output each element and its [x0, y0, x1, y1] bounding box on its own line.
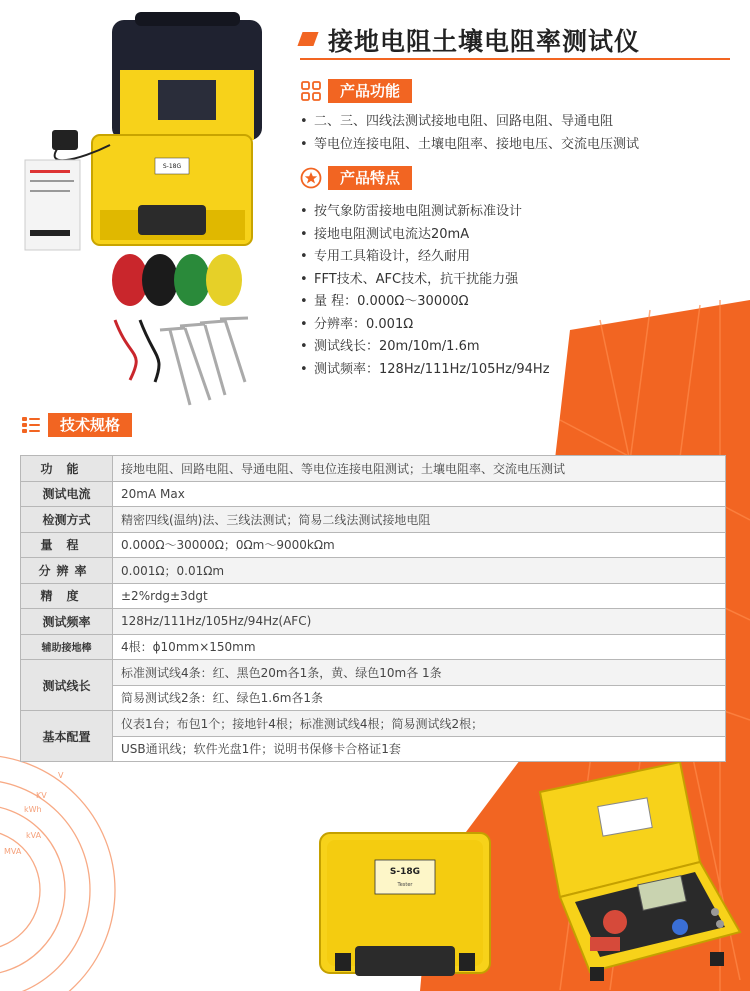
list-icon [20, 414, 42, 436]
specs-heading-label: 技术规格 [48, 413, 132, 437]
functions-heading-label: 产品功能 [328, 79, 412, 103]
functions-heading [300, 78, 412, 104]
table-row [21, 532, 726, 558]
table-row [21, 660, 726, 686]
spec-label: 测试电流 [21, 481, 113, 507]
spec-label: 分辨率 [21, 558, 113, 584]
case-sublabel: Tester [397, 882, 413, 888]
spec-value: 仪表1台；布包1个；接地针4根；标准测试线4根；简易测试线2根； [113, 711, 726, 737]
spec-value: 精密四线(温纳)法、三线法测试；简易二线法测试接地电阻 [113, 507, 726, 533]
spec-label: 量程 [21, 532, 113, 558]
specs-heading [20, 412, 132, 438]
spec-label: 检测方式 [21, 507, 113, 533]
table-row [21, 685, 726, 711]
spec-value: USB通讯线；软件光盘1件；说明书保修卡合格证1套 [113, 736, 726, 762]
ground-spikes [160, 318, 248, 405]
list-item: • 量 程：0.000Ω～30000Ω [300, 291, 550, 314]
table-row [21, 634, 726, 660]
spec-value: 128Hz/111Hz/105Hz/94Hz(AFC) [113, 609, 726, 635]
instrument-knob [603, 910, 627, 934]
bg-unit-label: KV [36, 791, 47, 800]
spec-label: 功能 [21, 456, 113, 482]
spec-value: 0.000Ω～30000Ω；0Ωm～9000kΩm [113, 532, 726, 558]
spec-label: 精度 [21, 583, 113, 609]
bg-unit-label: V [58, 771, 64, 780]
list-item: • 测试频率：128Hz/111Hz/105Hz/94Hz [300, 359, 550, 382]
grid-icon [300, 80, 322, 102]
bg-unit-label: kWh [24, 805, 42, 814]
list-item: • 按气象防雷接地电阻测试新标准设计 [300, 201, 550, 224]
list-item: • 接地电阻测试电流达20mA [300, 224, 550, 247]
functions-list [300, 111, 639, 156]
spec-value: 20mA Max [113, 481, 726, 507]
green-cable-reel [174, 254, 210, 306]
black-cable-reel [142, 254, 178, 306]
list-item: • 专用工具箱设计，经久耐用 [300, 246, 550, 269]
table-row [21, 507, 726, 533]
page-title: 接地电阻土壤电阻率测试仪 [328, 27, 641, 56]
page-header [300, 22, 730, 62]
list-item: • 二、三、四线法测试接地电阻、回路电阻、导通电阻 [300, 111, 639, 134]
spec-value: 0.001Ω；0.01Ωm [113, 558, 726, 584]
case-label: S-18G [162, 163, 182, 170]
yellow-cable-reel [206, 254, 242, 306]
spec-value: 4根：ϕ10mm×150mm [113, 634, 726, 660]
features-list [300, 201, 550, 381]
spec-label: 辅助接地棒 [21, 634, 113, 660]
table-row [21, 736, 726, 762]
open-case-instrument-image [530, 762, 745, 982]
table-row [21, 481, 726, 507]
bg-unit-label: kVA [26, 831, 42, 840]
case-label: S-18G [389, 867, 421, 877]
list-item: • FFT技术、AFC技术，抗干扰能力强 [300, 269, 550, 292]
table-row [21, 456, 726, 482]
list-item: • 测试线长：20m/10m/1.6m [300, 336, 550, 359]
spec-value: 接地电阻、回路电阻、导通电阻、等电位连接电阻测试；土壤电阻率、交流电压测试 [113, 456, 726, 482]
table-row [21, 711, 726, 737]
table-row [21, 609, 726, 635]
spec-label: 测试频率 [21, 609, 113, 635]
table-row [21, 583, 726, 609]
bg-unit-label: MVA [4, 847, 22, 856]
specs-table [20, 455, 726, 762]
title-underline [300, 58, 730, 60]
closed-case-image [315, 828, 495, 983]
spec-label: 测试线长 [21, 660, 113, 711]
spec-value: 标准测试线4条：红、黑色20m各1条，黄、绿色10m各 1条 [113, 660, 726, 686]
spec-label: 基本配置 [21, 711, 113, 762]
star-icon [300, 167, 322, 189]
features-heading-label: 产品特点 [328, 166, 412, 190]
features-heading [300, 165, 412, 191]
list-item: • 分辨率：0.001Ω [300, 314, 550, 337]
table-row [21, 558, 726, 584]
title-accent-icon [297, 32, 318, 46]
spec-value: 简易测试线2条：红、绿色1.6m各1条 [113, 685, 726, 711]
list-item: • 等电位连接电阻、土壤电阻率、接地电压、交流电压测试 [300, 134, 639, 157]
manual-sheets [25, 160, 80, 250]
spec-value: ±2%rdg±3dgt [113, 583, 726, 609]
product-set-image [20, 10, 290, 410]
